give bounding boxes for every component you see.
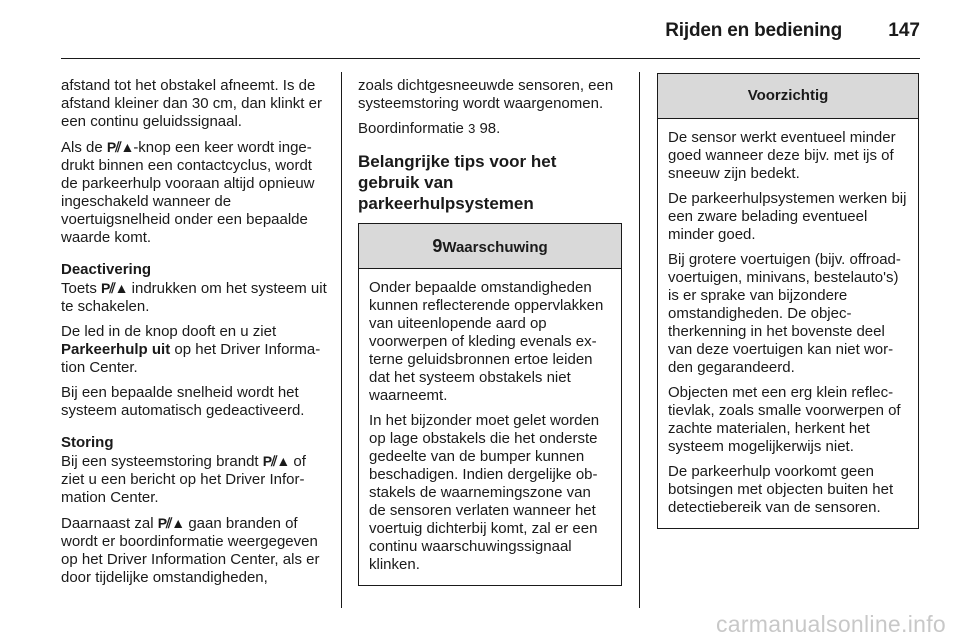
paragraph-distance: afstand tot het obstakel afneemt. Is de afstand kleiner dan 30 cm, dan klinkt er een continu geluidssignaal. — [61, 77, 322, 130]
paragraph-fault — [61, 452, 327, 507]
text: indrukken om het systeem uit te schakelen. — [61, 280, 327, 315]
bold-term: Parkeerhulp uit — [61, 341, 171, 358]
arrow-icon: 3 — [468, 121, 476, 136]
text: De led in de knop dooft en u ziet — [61, 323, 277, 340]
caution-paragraph: De parkeerhulp voorkomt geen botsingen met objecten buiten het detectiebereik van de sensoren. — [668, 463, 894, 516]
warning-header — [359, 224, 621, 269]
section-title: Belangrijke tips voor het gebruik van parkeerhulpsystemen — [358, 152, 557, 213]
text: -knop een keer wordt ingedrukt binnen een contactcyclus, wordt de parkeerhulp vooraan altijd opnieuw ingeschakeld wanneer de voertuigsnelheid onder een bepaalde waarde komt. — [61, 139, 315, 246]
text: op het Driver Information Center. — [61, 341, 321, 376]
park-assist-icon: P⫽▲ — [157, 515, 185, 531]
text: Toets — [61, 280, 102, 297]
warning-icon: 9 — [432, 236, 443, 256]
caution-body — [658, 119, 918, 528]
caution-paragraph: De sensor werkt eventueel minder goed wanneer deze bijv. met ijs of sneeuw zijn bedekt. — [668, 129, 896, 182]
park-assist-icon: P⫽▲ — [262, 453, 290, 469]
warning-body — [359, 269, 621, 585]
column-1 — [61, 77, 327, 594]
text: of ziet u een bericht op het Driver Information Center. — [61, 453, 306, 506]
column-divider-1 — [341, 72, 342, 608]
text: Boordinformatie — [358, 120, 469, 137]
header-divider — [61, 58, 920, 59]
paragraph-activation — [61, 138, 327, 247]
warning-box — [358, 223, 622, 586]
park-assist-icon: P⫽▲ — [106, 139, 134, 155]
paragraph-also — [61, 514, 327, 587]
warning-paragraph: In het bijzonder moet gelet worden op lage obstakels die het onderste gedeelte van de bumper kunnen beschadigen. Indien dergelijke obstakels de waarnemingszone van de sensoren verlaten wanneer het voertuig dichterbij komt, zal er een continu waarschuwingssignaal klinken. — [369, 412, 600, 573]
column-2 — [358, 77, 622, 586]
text: Als de — [61, 139, 107, 156]
paragraph-speed: Bij een bepaalde snelheid wordt het systeem automatisch gedeactiveerd. — [61, 384, 305, 419]
caution-paragraph: De parkeerhulpsystemen werken bij een zware belading eventueel minder goed. — [668, 190, 907, 243]
paragraph-continuation: zoals dichtgesneeuwde sensoren, een systeemstoring wordt waargenomen. — [358, 77, 614, 112]
caution-paragraph: Bij grotere voertuigen (bijv. offroad-voertuigen, minivans, bestelauto's) is er sprake van bijzondere omstandigheden. De objectherkenning in het bovenste deel van deze voertuigen kan niet worden gegarandeerd. — [668, 251, 901, 376]
column-divider-2 — [639, 72, 640, 608]
page-title: Rijden en bediening — [665, 20, 842, 41]
caution-box — [657, 73, 919, 529]
watermark: carmanualsonline.info — [715, 611, 946, 637]
text: gaan branden of wordt er boordinformatie weergegeven op het Driver Information Center, als er door tijdelijke omstandigheden, — [61, 515, 320, 586]
page-number: 147 — [888, 20, 920, 41]
column-3 — [657, 77, 919, 529]
heading-storing: Storing — [61, 434, 114, 451]
paragraph-deactivate — [61, 279, 327, 316]
text: 98. — [475, 120, 501, 137]
caution-paragraph: Objecten met een erg klein reflectievlak, zoals smalle voorwerpen of zachte materialen, herkent het systeem mogelijkerwijs niet. — [668, 384, 901, 455]
text: Daarnaast zal — [61, 515, 158, 532]
caution-title: Voorzichtig — [658, 74, 918, 119]
warning-title: Waarschuwing — [442, 239, 548, 256]
cross-reference — [358, 120, 622, 138]
text: Bij een systeemstoring brandt — [61, 453, 263, 470]
heading-deactivering: Deactivering — [61, 261, 152, 278]
park-assist-icon: P⫽▲ — [101, 280, 128, 296]
warning-paragraph: Onder bepaalde omstandigheden kunnen reflecterende oppervlakken van uiteenlopende aard op voorwerpen of kleding evenals externe geluidsbronnen ertoe leiden dat het systeem obstakels niet waarneemt. — [369, 279, 604, 404]
paragraph-led — [61, 323, 327, 377]
